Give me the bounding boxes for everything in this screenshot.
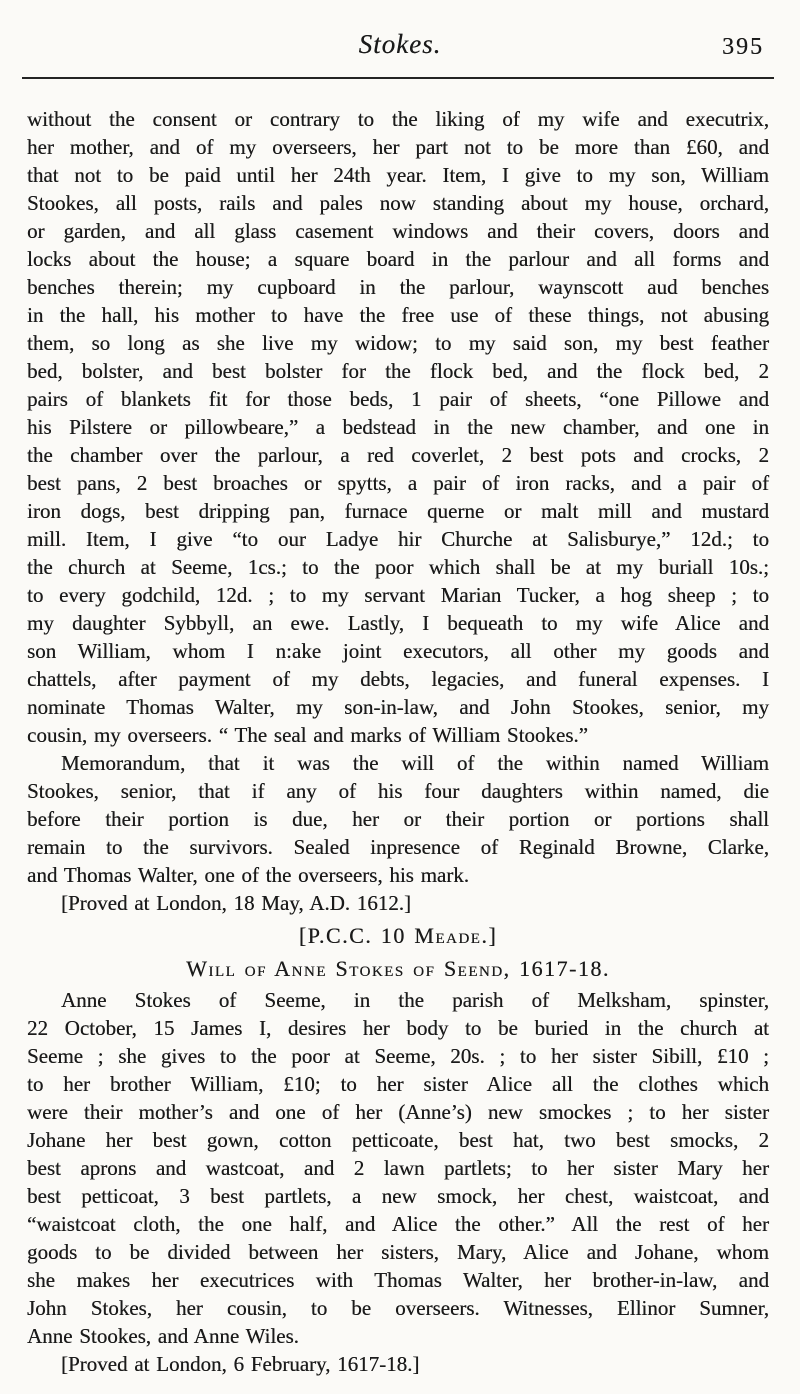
text-line: Johane her best gown, cotton petticoate, best hat, two best smocks, 2 [27, 1128, 769, 1152]
text-line: Will of Anne Stokes of Seend, 1617-18. [186, 956, 610, 981]
header-rule [22, 77, 774, 79]
probate-note-1617-18 [27, 1350, 769, 1378]
text-line: my daughter Sybbyll, an ewe. Lastly, I bequeath to my wife Alice and [27, 611, 769, 635]
memorandum-paragraph [27, 749, 769, 889]
text-line: to her brother William, £10; to her sister Alice all the clothes which [27, 1072, 769, 1096]
text-line: and Thomas Walter, one of the overseers, his mark. [27, 863, 469, 887]
text-line: [Proved at London, 6 February, 1617-18.] [61, 1352, 420, 1376]
text-line: the chamber over the parlour, a red coverlet, 2 best pots and crocks, 2 [27, 443, 769, 467]
probate-note-1612 [27, 889, 769, 917]
page-number: 395 [722, 34, 764, 60]
text-line: without the consent or contrary to the liking of my wife and executrix, [27, 107, 769, 131]
text-line: bed, bolster, and best bolster for the flock bed, and the flock bed, 2 [27, 359, 769, 383]
text-line: to every godchild, 12d. ; to my servant Marian Tucker, a hog sheep ; to [27, 583, 769, 607]
source-reference-heading [27, 922, 769, 950]
text-line: nominate Thomas Walter, my son-in-law, and John Stookes, senior, my [27, 695, 769, 719]
will-of-anne-stokes-heading [27, 955, 769, 983]
will-of-anne-stokes-body [27, 986, 769, 1350]
text-line: his Pilstere or pillowbeare,” a bedstead in the new chamber, and one in [27, 415, 769, 439]
text-line: son William, whom I n:ake joint executors, all other my goods and [27, 639, 769, 663]
text-line: pairs of blankets fit for those beds, 1 pair of sheets, “one Pillowe and [27, 387, 769, 411]
text-line: Seeme ; she gives to the poor at Seeme, 20s. ; to her sister Sibill, £10 ; [27, 1044, 769, 1068]
will-of-william-stookes-continuation [27, 105, 769, 749]
text-line: in the hall, his mother to have the free use of these things, not abusing [27, 303, 769, 327]
page-header [0, 0, 800, 79]
text-line: she makes her executrices with Thomas Walter, her brother-in-law, and [27, 1268, 769, 1292]
text-line: were their mother’s and one of her (Anne’s) new smockes ; to her sister [27, 1100, 769, 1124]
text-line: remain to the survivors. Sealed inpresence of Reginald Browne, Clarke, [27, 835, 769, 859]
text-line: them, so long as she live my widow; to my said son, my best feather [27, 331, 769, 355]
text-line: her mother, and of my overseers, her part not to be more than £60, and [27, 135, 769, 159]
text-line: Stookes, all posts, rails and pales now standing about my house, orchard, [27, 191, 769, 215]
text-line: Anne Stookes, and Anne Wiles. [27, 1324, 299, 1348]
text-line: [P.C.C. 10 Meade.] [298, 923, 498, 948]
text-line: “waistcoat cloth, the one half, and Alice the other.” All the rest of her [27, 1212, 769, 1236]
text-line: benches therein; my cupboard in the parlour, waynscott aud benches [27, 275, 769, 299]
text-line: best pans, 2 best broaches or spytts, a pair of iron racks, and a pair of [27, 471, 769, 495]
text-line: or garden, and all glass casement windows and their covers, doors and [27, 219, 769, 243]
text-line: 22 October, 15 James I, desires her body to be buried in the church at [27, 1016, 769, 1040]
page-body [0, 79, 800, 1378]
text-line: goods to be divided between her sisters, Mary, Alice and Johane, whom [27, 1240, 769, 1264]
text-line: Stookes, senior, that if any of his four daughters within named, die [27, 779, 769, 803]
text-line: Anne Stokes of Seeme, in the parish of Melksham, spinster, [61, 988, 769, 1012]
text-line: best petticoat, 3 best partlets, a new smock, her chest, waistcoat, and [27, 1184, 769, 1208]
text-line: locks about the house; a square board in the parlour and all forms and [27, 247, 769, 271]
running-head-title: Stokes. [358, 29, 442, 59]
text-line: before their portion is due, her or their portion or portions shall [27, 807, 769, 831]
text-line: the church at Seeme, 1cs.; to the poor which shall be at my buriall 10s.; [27, 555, 769, 579]
text-line: [Proved at London, 18 May, A.D. 1612.] [61, 891, 412, 915]
text-line: John Stokes, her cousin, to be overseers. Witnesses, Ellinor Sumner, [27, 1296, 769, 1320]
text-line: mill. Item, I give “to our Ladye hir Churche at Salisburye,” 12d.; to [27, 527, 769, 551]
text-line: best aprons and wastcoat, and 2 lawn partlets; to her sister Mary her [27, 1156, 769, 1180]
text-line: that not to be paid until her 24th year. Item, I give to my son, William [27, 163, 769, 187]
text-line: Memorandum, that it was the will of the within named William [61, 751, 769, 775]
text-line: cousin, my overseers. “ The seal and marks of William Stookes.” [27, 723, 588, 747]
text-line: chattels, after payment of my debts, legacies, and funeral expenses. I [27, 667, 769, 691]
text-line: iron dogs, best dripping pan, furnace querne or malt mill and mustard [27, 499, 769, 523]
